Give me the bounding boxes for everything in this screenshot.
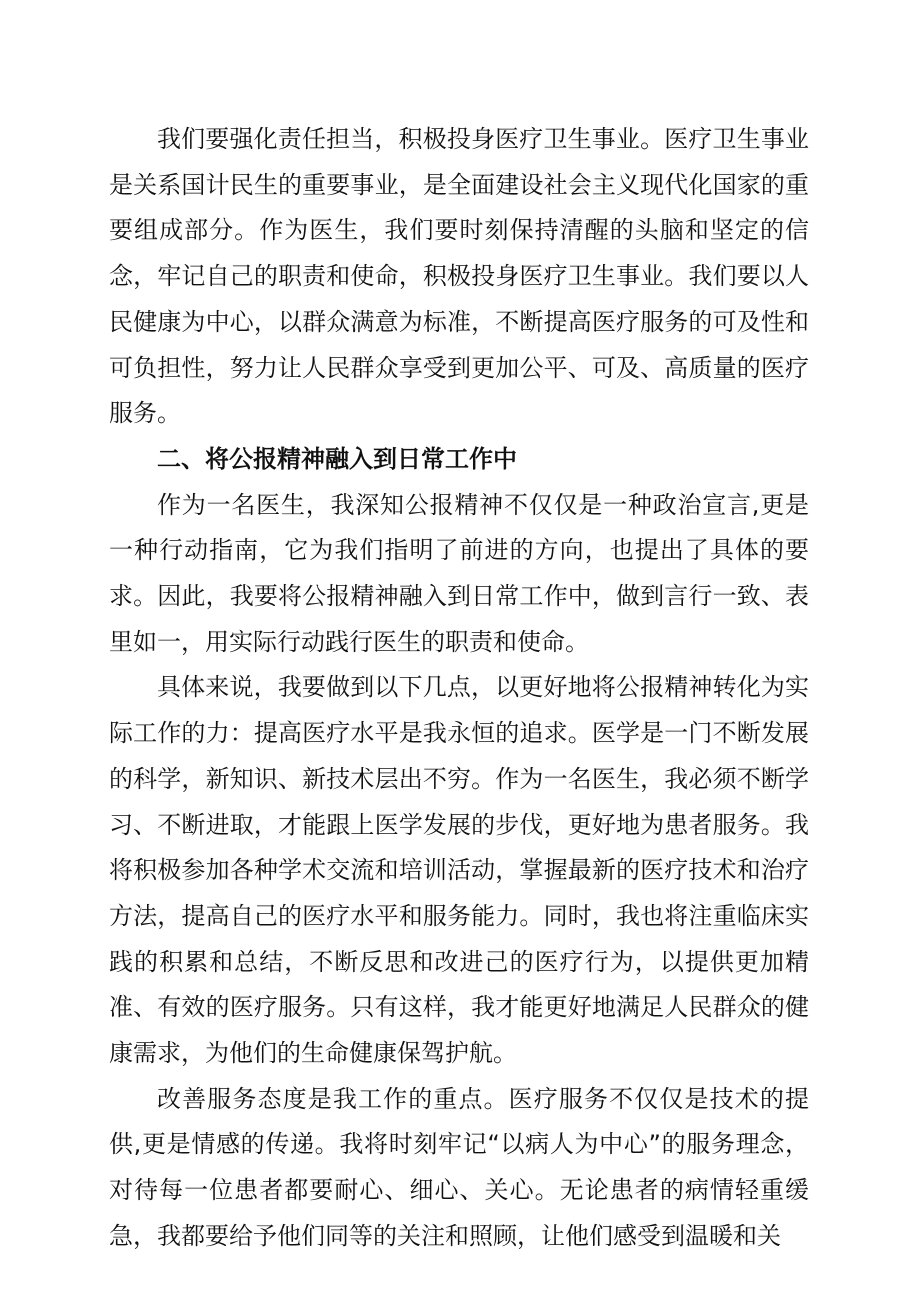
paragraph-responsibility: 我们要强化责任担当，积极投身医疗卫生事业。医疗卫生事业是关系国计民生的重要事业，是全面建设社会主义现代化国家的重要组成部分。作为医生，我们要时刻保持清醒的头脑和坚定的信念，牢记自己的职责和使命，积极投身医疗卫生事业。我们要以人民健康为中心，以群众满意为标准，不断提高医疗服务的可及性和可负担性，努力让人民群众享受到更加公平、可及、高质量的医疗服务。 xyxy=(109,125,809,428)
section-heading: 二、将公报精神融入到日常工作中 xyxy=(157,444,517,473)
paragraph-action-guide: 作为一名医生，我深知公报精神不仅仅是一种政治宣言,更是一种行动指南，它为我们指明了前进的方向，也提出了具体的要求。因此，我要将公报精神融入到日常工作中，做到言行一致、表里如一，用实际行动践行医生的职责和使命。 xyxy=(109,490,809,656)
paragraph-medical-level: 具体来说，我要做到以下几点，以更好地将公报精神转化为实际工作的力：提高医疗水平是我永恒的追求。医学是一门不断发展的科学，新知识、新技术层出不穷。作为一名医生，我必须不断学习、不断进取，才能跟上医学发展的步伐，更好地为患者服务。我将积极参加各种学术交流和培训活动，掌握最新的医疗技术和治疗方法，提高自己的医疗水平和服务能力。同时，我也将注重临床实践的积累和总结，不断反思和改进己的医疗行为，以提供更加精准、有效的医疗服务。只有这样，我才能更好地满足人民群众的健康需求，为他们的生命健康保驾护航。 xyxy=(109,673,809,1068)
document-body xyxy=(109,117,809,1260)
paragraph-service-attitude: 改善服务态度是我工作的重点。医疗服务不仅仅是技术的提供,更是情感的传递。我将时刻牢记“以病人为中心”的服务理念，对待每一位患者都要耐心、细心、关心。无论患者的病情轻重缓急，我都要给予他们同等的关注和照顾，让他们感受到温暖和关 xyxy=(109,1084,809,1250)
